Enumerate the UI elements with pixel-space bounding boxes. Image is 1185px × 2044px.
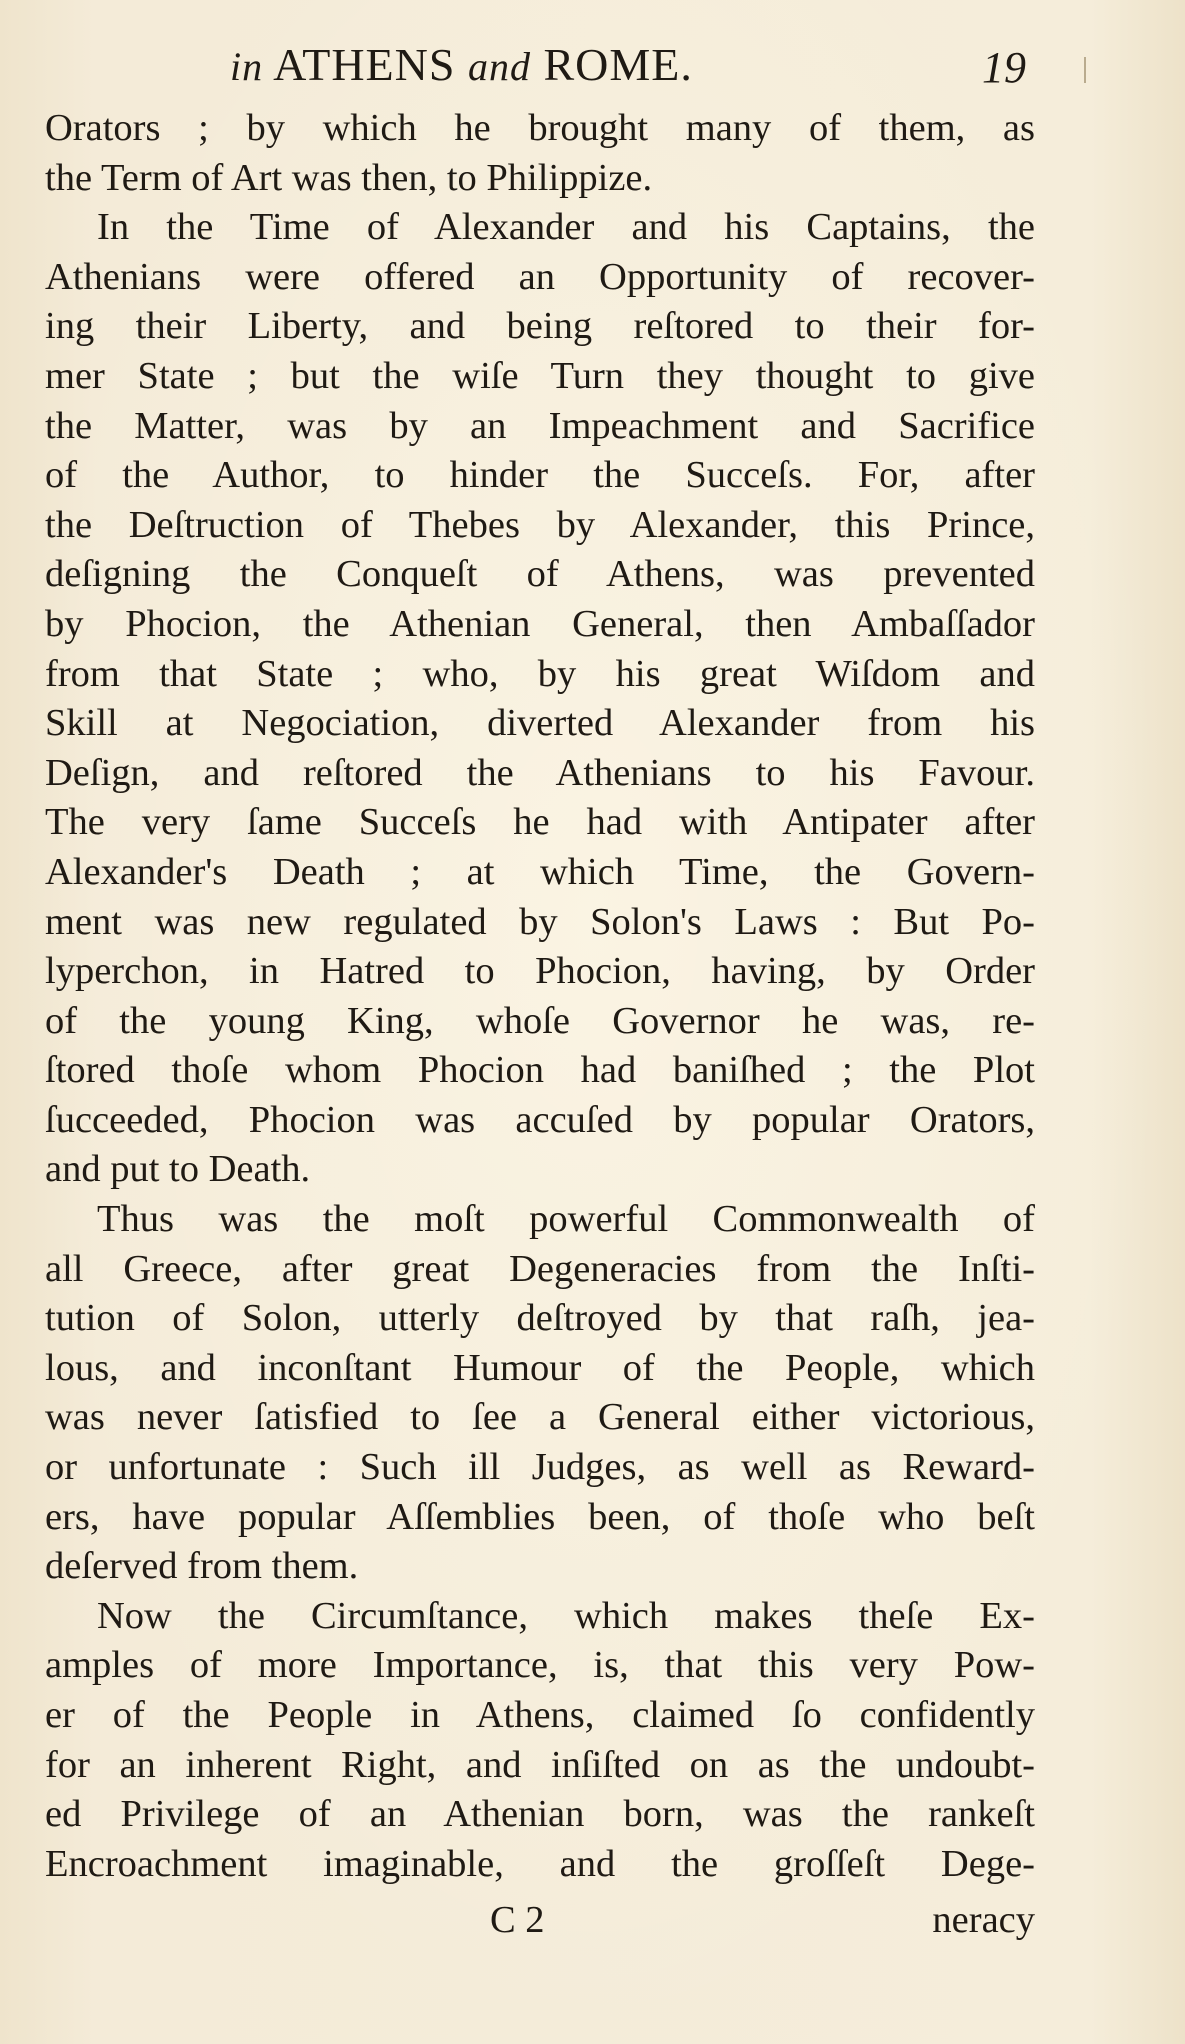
text-line: ing their Liberty, and being reſtored to their for- <box>45 305 1035 348</box>
text-line: of the Author, to hinder the Succeſs. For, after <box>45 454 1035 497</box>
margin-mark <box>1084 57 1086 83</box>
text-line: er of the People in Athens, claimed ſo confidently <box>45 1694 1035 1736</box>
text-line: Deſign, and reſtored the Athenians to his Favour. <box>45 751 1035 794</box>
running-head <box>230 38 693 91</box>
text-line: ment was new regulated by Solon's Laws : But Po- <box>45 900 1035 943</box>
text-line: Encroachment imaginable, and the groſſeſt Dege- <box>45 1842 1035 1885</box>
text-line: Thus was the moſt powerful Commonwealth of <box>97 1198 1035 1241</box>
text-line: all Greece, after great Degeneracies from the Inſti- <box>45 1247 1035 1290</box>
page-number: 19 <box>982 43 1026 92</box>
text-line: lous, and inconſtant Humour of the People, which <box>45 1346 1035 1389</box>
text-line: mer State ; but the wiſe Turn they thought to give <box>45 354 1035 397</box>
text-line: Now the Circumſtance, which makes theſe Ex- <box>97 1594 1035 1637</box>
text-line: Alexander's Death ; at which Time, the Govern- <box>45 850 1035 893</box>
text-line: The very ſame Succeſs he had with Antipater after <box>45 801 1035 844</box>
text-line: the Term of Art was then, to Philippize. <box>45 156 653 199</box>
page-header <box>45 38 1045 98</box>
text-line: or unfortunate : Such ill Judges, as well as Reward- <box>45 1446 1035 1489</box>
text-line: Athenians were offered an Opportunity of recover- <box>45 255 1035 298</box>
running-head-word-rome: ROME. <box>543 39 693 90</box>
text-line: Orators ; by which he brought many of them, as <box>45 107 1035 149</box>
text-line: ſtored thoſe whom Phocion had baniſhed ; the Plot <box>45 1049 1035 1092</box>
text-line: deſigning the Conqueſt of Athens, was prevented <box>45 553 1035 596</box>
text-line: the Deſtruction of Thebes by Alexander, this Prince, <box>45 503 1035 546</box>
running-head-word-athens: ATHENS <box>273 39 456 90</box>
catchword: neracy <box>932 1899 1035 1941</box>
text-line: tution of Solon, utterly deſtroyed by that raſh, jea- <box>45 1297 1035 1340</box>
text-line: ſucceeded, Phocion was accuſed by popular Orators, <box>45 1098 1035 1141</box>
text-line: lyperchon, in Hatred to Phocion, having, by Order <box>45 950 1035 993</box>
text-line: deſerved from them. <box>45 1545 359 1588</box>
text-line: ed Privilege of an Athenian born, was the rankeſt <box>45 1793 1035 1836</box>
text-line: ers, have popular Aſſemblies been, of thoſe who beſt <box>45 1495 1035 1538</box>
page-footer <box>45 1898 1035 1948</box>
text-line: and put to Death. <box>45 1148 311 1191</box>
text-line: In the Time of Alexander and his Captains, the <box>97 206 1035 249</box>
running-head-conjunction: and <box>467 44 531 89</box>
signature-mark: C 2 <box>490 1899 545 1941</box>
text-line: for an inherent Right, and inſiſted on as the undoubt- <box>45 1743 1035 1786</box>
text-line: from that State ; who, by his great Wiſdom and <box>45 652 1035 695</box>
text-line: Skill at Negociation, diverted Alexander from his <box>45 702 1035 745</box>
text-line: amples of more Importance, is, that this very Pow- <box>45 1644 1035 1687</box>
running-head-prefix: in <box>230 44 264 89</box>
text-line: of the young King, whoſe Governor he was, re- <box>45 999 1035 1042</box>
text-line: by Phocion, the Athenian General, then Ambaſſador <box>45 602 1035 645</box>
text-line: was never ſatisfied to ſee a General either victorious, <box>45 1396 1035 1439</box>
body-text <box>45 104 1035 1889</box>
text-line: the Matter, was by an Impeachment and Sacrifice <box>45 404 1035 447</box>
